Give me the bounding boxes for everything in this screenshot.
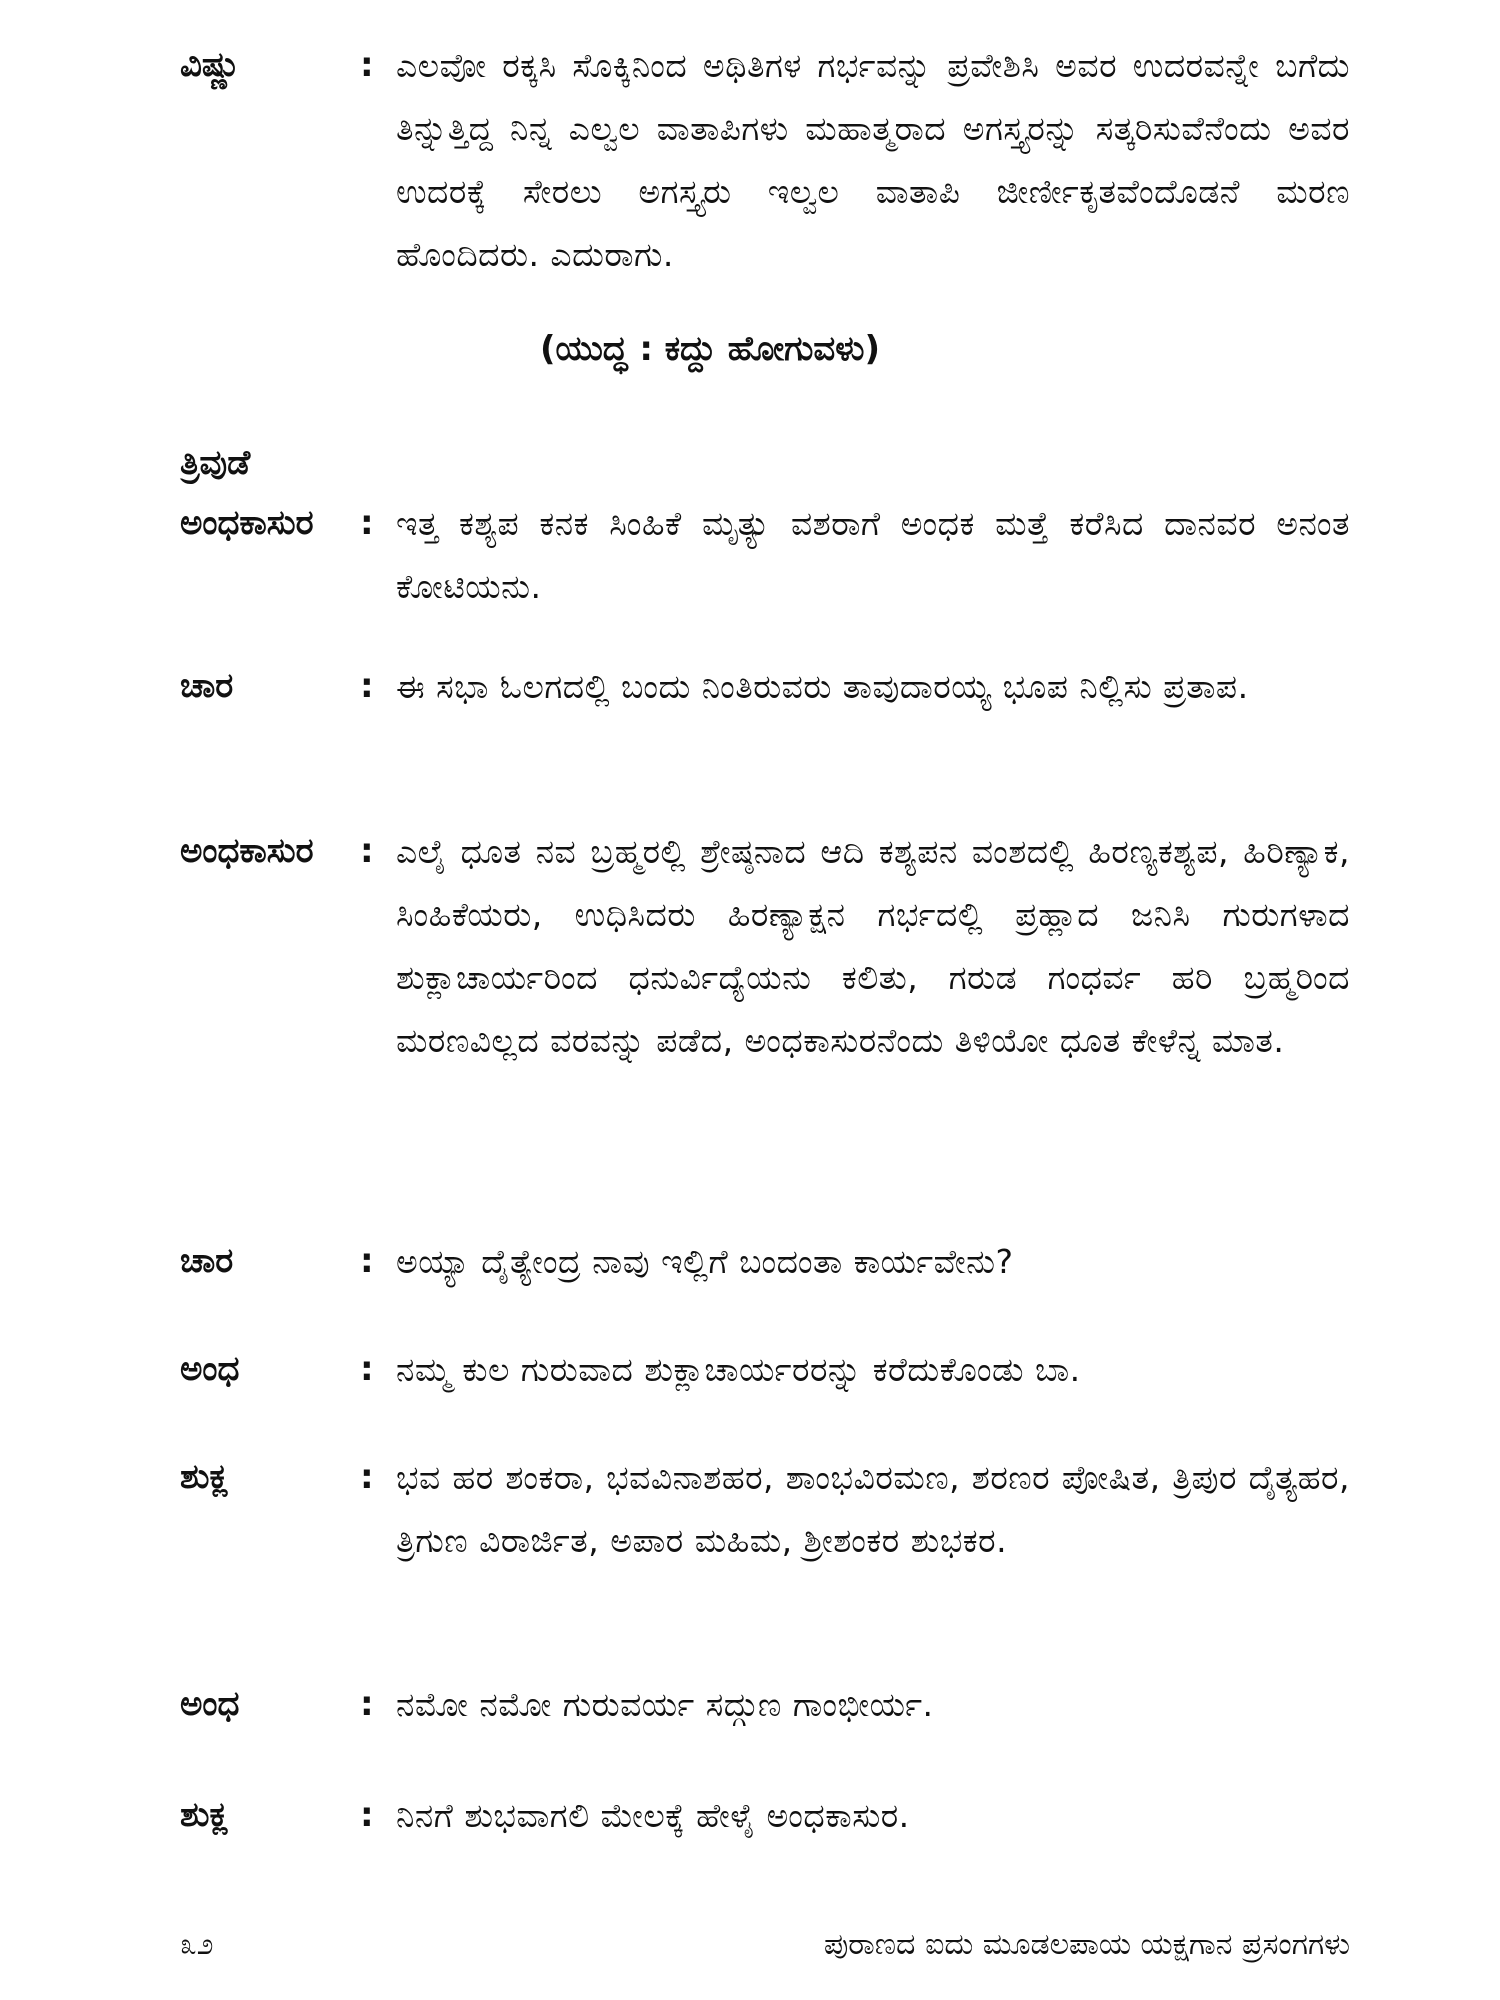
dialogue-block (180, 1446, 1350, 1572)
speech-text: ಅಯ್ಯಾ ದೈತ್ಯೇಂದ್ರ ನಾವು ಇಲ್ಲಿಗೆ ಬಂದಂತಾ ಕಾರ್ಯವೇನು? (396, 1242, 1014, 1281)
dialogue-block (180, 1338, 1350, 1401)
page-footer (180, 1922, 1350, 1967)
speech-text: ನಿನಗೆ ಶುಭವಾಗಲಿ ಮೇಲಕ್ಕೆ ಹೇಳೈ ಅಂಧಕಾಸುರ. (396, 1796, 910, 1835)
speaker-colon: : (360, 666, 374, 706)
dialogue-block (180, 1784, 1350, 1847)
dialogue-block (180, 1673, 1350, 1736)
dialogue-block (180, 1230, 1350, 1293)
book-title: ಪುರಾಣದ ಐದು ಮೂಡಲಪಾಯ ಯಕ್ಷಗಾನ ಪ್ರಸಂಗಗಳು (823, 1927, 1350, 1962)
speaker-name: ಶುಕ್ಲ (180, 1795, 229, 1835)
speaker-colon: : (360, 831, 374, 871)
speaker-name: ಅಂಧಕಾಸುರ (180, 503, 314, 543)
dialogue-block (180, 820, 1350, 1072)
speaker-colon: : (360, 1684, 374, 1724)
speaker-colon: : (360, 1457, 374, 1497)
speaker-name: ಅಂಧ (180, 1684, 240, 1724)
page-number: ೩೨ (180, 1927, 214, 1962)
speech-text: ನಮೋ ನಮೋ ಗುರುವರ್ಯ ಸದ್ಗುಣ ಗಾಂಭೀರ್ಯ. (396, 1685, 934, 1724)
speaker-name: ಅಂಧ (180, 1349, 240, 1389)
dialogue-block (180, 492, 1350, 618)
speaker-name: ವಿಷ್ಣು (180, 45, 241, 85)
speech-text: ಎಲವೋ ರಕ್ಕಸಿ ಸೊಕ್ಕಿನಿಂದ ಅಥಿತಿಗಳ ಗರ್ಭವನ್ನು ಪ್ರವೇಶಿಸಿ ಅವರ ಉದರವನ್ನೇ ಬಗೆದು ತಿನ್ನುತ್ತಿದ್ದ ನಿನ್ನ ಎಲ್ವಲ ವಾತಾಪಿಗಳು ಮಹಾತ್ಮರಾದ ಅಗಸ್ತ್ಯರನ್ನು ಸತ್ಕರಿಸುವೆನೆಂದು ಅವರ ಉದರಕ್ಕೆ ಸೇರಲು ಅಗಸ್ತ್ಯರು ಇಲ್ವಲ ವಾತಾಪಿ ಜೀರ್ಣೀಕೃತವೆಂದೊಡನೆ ಮರಣ ಹೊಂದಿದರು. ಎದುರಾಗು. (396, 46, 1350, 274)
speaker-colon: : (360, 1241, 374, 1281)
speaker-colon: : (360, 1795, 374, 1835)
speaker-name: ಚಾರ (180, 1241, 234, 1281)
dialogue-block (180, 655, 1350, 718)
speaker-colon: : (360, 45, 374, 85)
speech-text: ನಮ್ಮ ಕುಲ ಗುರುವಾದ ಶುಕ್ಲಾಚಾರ್ಯರರನ್ನು ಕರೆದುಕೊಂಡು ಬಾ. (396, 1350, 1081, 1389)
speech-text: ಇತ್ತ ಕಶ್ಯಪ ಕನಕ ಸಿಂಹಿಕೆ ಮೃತ್ಯು ವಶರಾಗೆ ಅಂಧಕ ಮತ್ತೆ ಕರೆಸಿದ ದಾನವರ ಅನಂತ ಕೋಟಿಯನು. (396, 504, 1350, 606)
scene-title: ತ್ರಿವುಡೆ (180, 443, 251, 483)
stage-direction: (ಯುದ್ಧ : ಕದ್ದು ಹೋಗುವಳು) (540, 329, 881, 369)
dialogue-block (180, 34, 1350, 286)
speaker-name: ಚಾರ (180, 666, 234, 706)
speech-text: ಎಲೈ ಧೂತ ನವ ಬ್ರಹ್ಮರಲ್ಲಿ ಶ್ರೇಷ್ಠನಾದ ಆದಿ ಕಶ್ಯಪನ ವಂಶದಲ್ಲಿ ಹಿರಣ್ಯಕಶ್ಯಪ, ಹಿರಿಣ್ಯಾಕ, ಸಿಂಹಿಕೆಯರು, ಉಧಿಸಿದರು ಹಿರಣ್ಯಾಕ್ಷನ ಗರ್ಭದಲ್ಲಿ ಪ್ರಹ್ಲಾದ ಜನಿಸಿ ಗುರುಗಳಾದ ಶುಕ್ಲಾಚಾರ್ಯರಿಂದ ಧನುರ್ವಿದ್ಯೆಯನು ಕಲಿತು, ಗರುಡ ಗಂಧರ್ವ ಹರಿ ಬ್ರಹ್ಮರಿಂದ ಮರಣವಿಲ್ಲದ ವರವನ್ನು ಪಡೆದ, ಅಂಧಕಾಸುರನೆಂದು ತಿಳಿಯೋ ಧೂತ ಕೇಳೆನ್ನ ಮಾತ. (396, 832, 1350, 1060)
speaker-colon: : (360, 1349, 374, 1389)
speech-text: ಈ ಸಭಾ ಓಲಗದಲ್ಲಿ ಬಂದು ನಿಂತಿರುವರು ತಾವುದಾರಯ್ಯ ಭೂಪ ನಿಲ್ಲಿಸು ಪ್ರತಾಪ. (396, 667, 1249, 706)
speaker-name: ಶುಕ್ಲ (180, 1457, 229, 1497)
speaker-colon: : (360, 503, 374, 543)
speaker-name: ಅಂಧಕಾಸುರ (180, 831, 314, 871)
speech-text: ಭವ ಹರ ಶಂಕರಾ, ಭವವಿನಾಶಹರ, ಶಾಂಭವಿರಮಣ, ಶರಣರ ಪೋಷಿತ, ತ್ರಿಪುರ ದೈತ್ಯಹರ, ತ್ರಿಗುಣ ವಿರಾರ್ಜಿತ, ಅಪಾರ ಮಹಿಮ, ಶ್ರೀಶಂಕರ ಶುಭಕರ. (396, 1458, 1350, 1560)
